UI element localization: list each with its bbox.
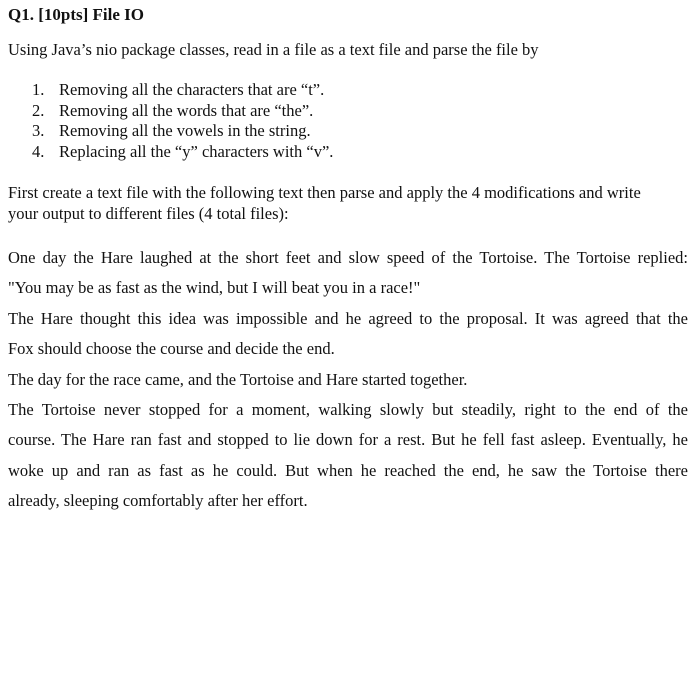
list-item	[32, 101, 333, 122]
step-text: Removing all the vowels in the string.	[59, 121, 311, 140]
story-line: course. The Hare ran fast and stopped to lie down for a rest. But he fell fast asleep. Eventually, he	[8, 430, 688, 450]
step-text: Replacing all the “y” characters with “v”.	[59, 141, 334, 161]
story-text	[8, 243, 688, 517]
instructions-paragraph	[8, 182, 688, 224]
steps-list	[32, 80, 333, 162]
step-number: 3.	[32, 121, 45, 140]
step-number: 4.	[32, 141, 45, 161]
step-text: Removing all the characters that are “t”.	[59, 80, 325, 99]
story-line: Fox should choose the course and decide the end.	[8, 339, 335, 359]
list-item	[32, 142, 333, 163]
story-line: The Hare thought this idea was impossible and he agreed to the proposal. It was agreed that the	[8, 308, 688, 328]
instruction-line: your output to different files (4 total files):	[8, 204, 289, 223]
list-item	[32, 121, 333, 142]
story-line: One day the Hare laughed at the short feet and slow speed of the Tortoise. The Tortoise replied:	[8, 248, 688, 267]
story-line: The Tortoise never stopped for a moment, walking slowly but steadily, right to the end of the	[8, 400, 688, 420]
question-title: Q1. [10pts] File IO	[8, 5, 144, 24]
story-line: The day for the race came, and the Tortoise and Hare started together.	[8, 369, 468, 389]
step-number: 1.	[32, 80, 45, 99]
instruction-line: First create a text file with the following text then parse and apply the 4 modifications and write	[8, 183, 641, 202]
step-text: Removing all the words that are “the”.	[59, 100, 314, 120]
story-line: woke up and ran as fast as he could. But when he reached the end, he saw the Tortoise there	[8, 460, 688, 480]
story-line: already, sleeping comfortably after her effort.	[8, 491, 308, 511]
list-item	[32, 80, 333, 101]
question-intro: Using Java’s nio package classes, read in a file as a text file and parse the file by	[8, 40, 539, 59]
step-number: 2.	[32, 100, 45, 120]
story-line: "You may be as fast as the wind, but I will beat you in a race!"	[8, 278, 421, 298]
